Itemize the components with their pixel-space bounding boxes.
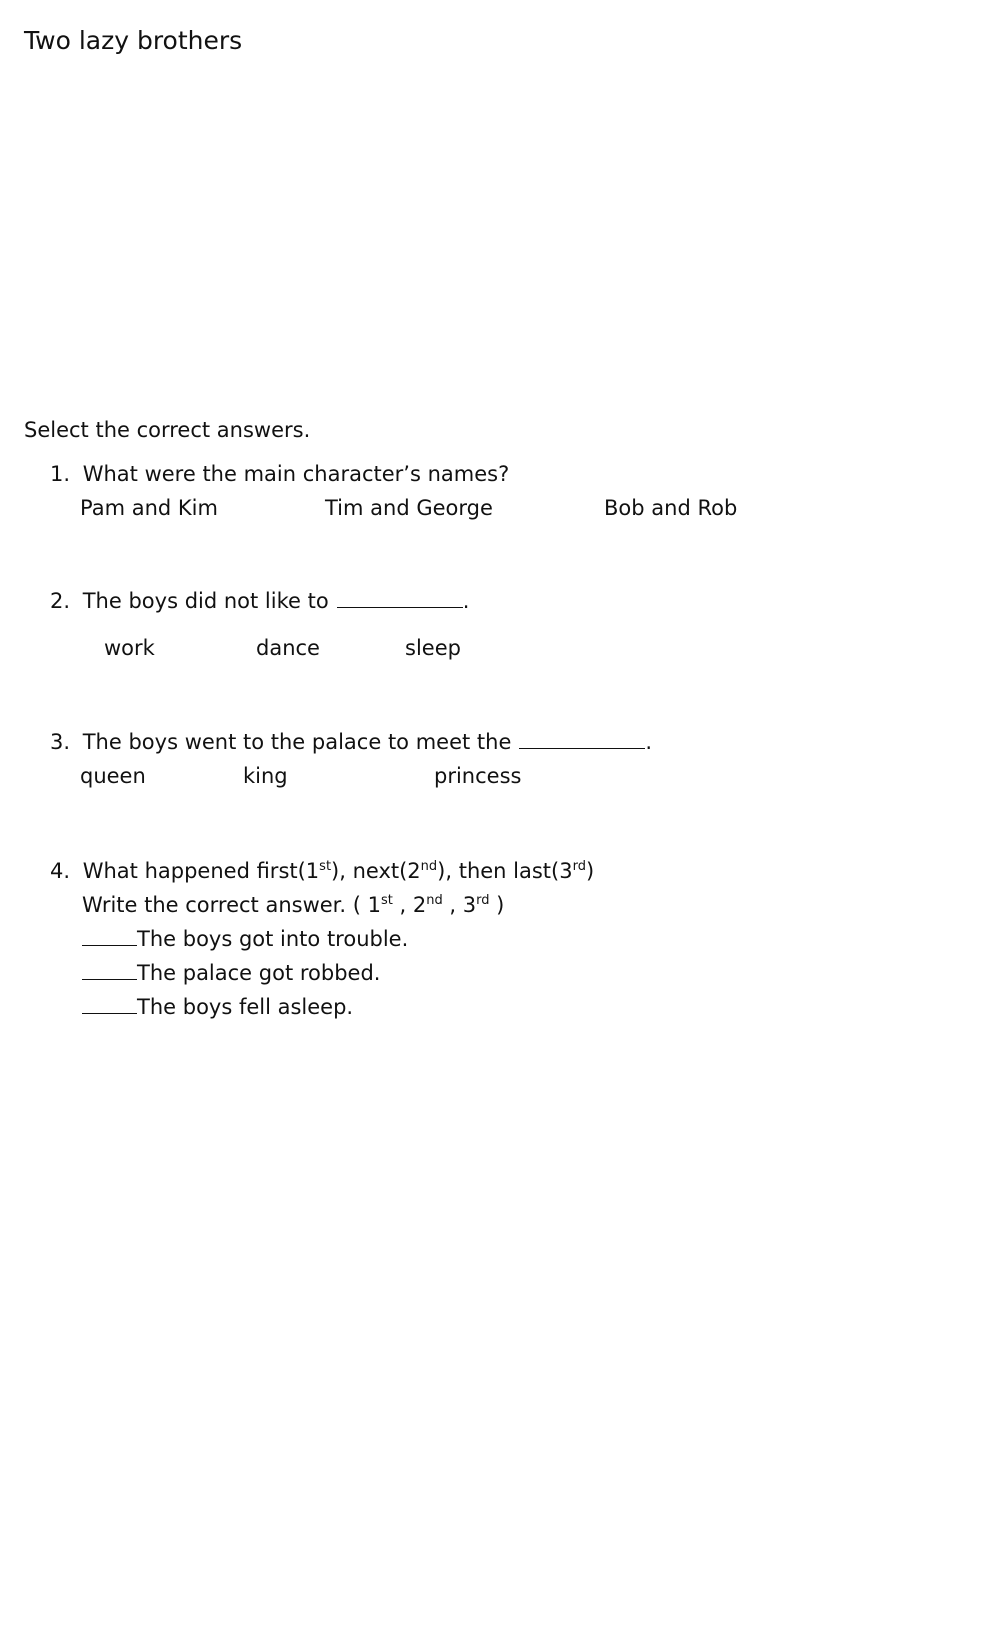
question-number: 3.	[50, 730, 71, 754]
instructions: Select the correct answers.	[24, 418, 311, 442]
sequence-item-text: The boys fell asleep.	[137, 995, 354, 1019]
sequence-item	[82, 961, 380, 985]
answer-blank	[337, 606, 463, 608]
option-bob-and-rob[interactable]: Bob and Rob	[604, 496, 738, 520]
option-king[interactable]: king	[243, 764, 288, 788]
question-end: .	[462, 589, 470, 613]
question-text: What were the main character’s names?	[82, 462, 510, 486]
sequence-item-text: The boys got into trouble.	[137, 927, 409, 951]
question-number: 1.	[50, 462, 71, 486]
order-blank[interactable]	[82, 978, 137, 980]
question-number: 4.	[50, 859, 71, 883]
page-title: Two lazy brothers	[24, 26, 243, 55]
question-text: The boys did not like to	[82, 589, 329, 613]
question-4	[50, 859, 594, 883]
question-2	[50, 589, 469, 613]
option-queen[interactable]: queen	[80, 764, 146, 788]
question-end: .	[645, 730, 653, 754]
option-dance[interactable]: dance	[256, 636, 320, 660]
question-3	[50, 730, 652, 754]
sequence-item-text: The palace got robbed.	[137, 961, 381, 985]
sequence-item	[82, 927, 408, 951]
question-number: 2.	[50, 589, 71, 613]
answer-blank	[519, 747, 645, 749]
order-blank[interactable]	[82, 944, 137, 946]
question-1	[50, 462, 509, 486]
question-text: The boys went to the palace to meet the	[82, 730, 512, 754]
order-blank[interactable]	[82, 1012, 137, 1014]
option-princess[interactable]: princess	[434, 764, 522, 788]
sequence-item	[82, 995, 353, 1019]
option-tim-and-george[interactable]: Tim and George	[325, 496, 493, 520]
option-sleep[interactable]: sleep	[405, 636, 461, 660]
option-work[interactable]: work	[104, 636, 155, 660]
option-pam-and-kim[interactable]: Pam and Kim	[80, 496, 218, 520]
question-text: What happened first(1st), next(2nd), then last(3rd)	[82, 859, 595, 883]
question-4-instruction: Write the correct answer. ( 1st , 2nd , 3rd )	[82, 893, 505, 917]
